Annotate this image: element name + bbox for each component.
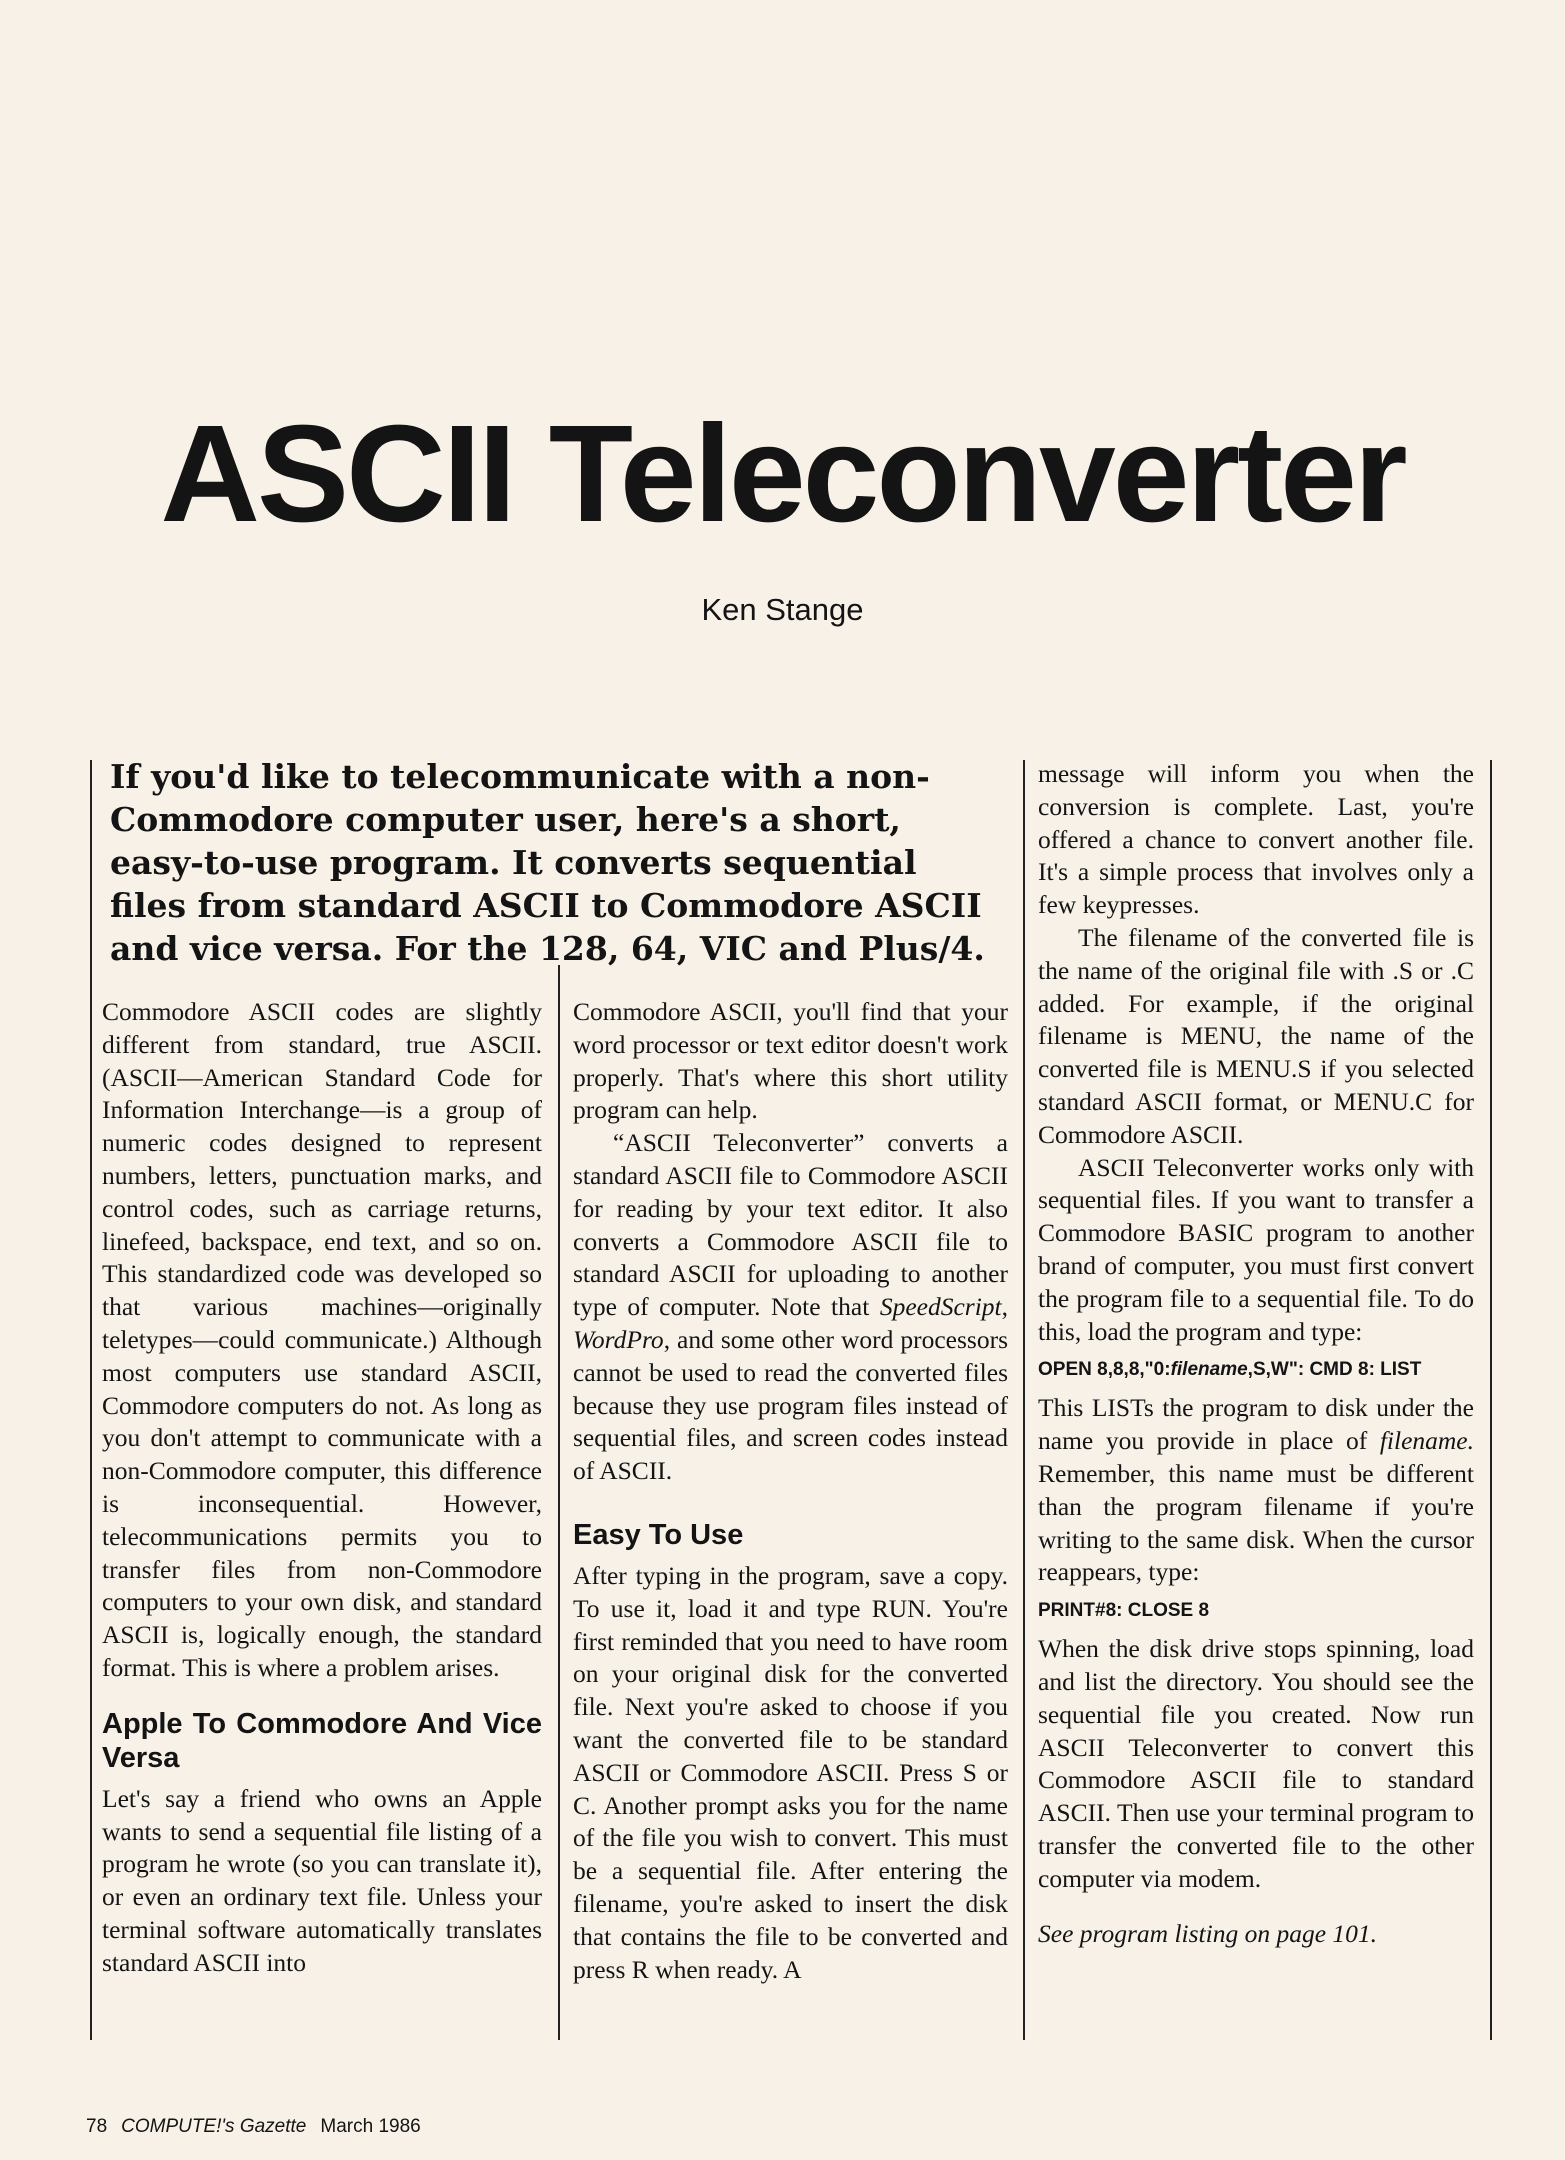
col3-p4-text-a: This LISTs the program to disk under the name you provide in place of — [1038, 1393, 1474, 1456]
column-2 — [573, 996, 1008, 1986]
col1-subheading: Apple To Commodore And Vice Versa — [102, 1707, 542, 1774]
column-rule-left — [90, 760, 92, 2040]
col1-paragraph-1: Commodore ASCII codes are slightly different from standard, true ASCII. (ASCII—American Standard Code for Information Interchange—is a group of numeric codes designed to represent numbers, letters, punctuation marks, and control codes, such as carriage returns, linefeed, backspace, end text, and so on. This standardized code was developed so that various machines—originally teletypes—could communicate.) Although most computers use standard ASCII, Commodore computers do not. As long as you don't attempt to communicate with a non-Commodore computer, this difference is inconsequential. However, telecommunications permits you to transfer files from non-Commodore computers to your own disk, and standard ASCII is, logically enough, the standard format. This is where a problem arises. — [102, 997, 542, 1682]
column-rule-right — [1490, 760, 1492, 2040]
page-number: 78 — [86, 2116, 108, 2137]
col3-paragraph-4 — [1038, 1392, 1474, 1589]
page-footer — [86, 2116, 421, 2138]
col2-subheading: Easy To Use — [573, 1518, 744, 1551]
col3-paragraph-3: ASCII Teleconverter works only with sequential files. If you want to transfer a Commodore BASIC program to another brand of computer, you must first convert the program file to a sequential file. To do this, load the program and type: — [1038, 1152, 1474, 1346]
wordpro-title: WordPro — [573, 1324, 664, 1354]
open-command — [1038, 1358, 1474, 1382]
article-title: ASCII Teleconverter — [160, 397, 1405, 551]
cmd1-text-b: ,S,W": CMD 8: LIST — [1247, 1359, 1422, 1381]
column-3 — [1038, 758, 1474, 1950]
col2-paragraph-2 — [573, 1127, 1008, 1488]
col2-p2-text-a: “ASCII Teleconverter” converts a standard ASCII file to Commodore ASCII for reading by your text editor. It also converts a Commodore ASCII file to standard ASCII for uploading to another type of computer. Note that — [573, 1128, 1008, 1322]
issue-date: March 1986 — [320, 2116, 421, 2137]
article-author: Ken Stange — [701, 592, 864, 627]
col2-p2-text-c: , and some other word processors cannot be used to read the converted files because they use program files instead of sequential files, and screen codes instead of ASCII. — [573, 1324, 1008, 1486]
col2-paragraph-3: After typing in the program, save a copy. To use it, load it and type RUN. You're first reminded that you need to have room on your original disk for the converted file. Next you're asked to choose if you want the converted file to be standard ASCII or Commodore ASCII. Press S or C. Another prompt asks you for the name of the file you wish to convert. This must be a sequential file. After entering the filename, you're asked to insert the disk that contains the file to be converted and press R when ready. A — [573, 1560, 1008, 1984]
col3-paragraph-1: message will inform you when the conversion is complete. Last, you're offered a chance to convert another file. It's a simple process that involves only a few keypresses. — [1038, 759, 1474, 920]
magazine-name: COMPUTE!'s Gazette — [121, 2116, 307, 2137]
article-deck: If you'd like to telecommunicate with a non-Commodore computer user, here's a short, easy-to-use program. It converts sequential files from standard ASCII to Commodore ASCII and vice versa. For the 128, 64, VIC and Plus/4. — [110, 757, 985, 968]
cmd1-filename: filename — [1170, 1359, 1248, 1381]
column-rule-2-3 — [1023, 760, 1025, 2040]
see-program-listing: See program listing on page 101. — [1038, 1918, 1378, 1948]
col3-p4-text-b: Remember, this name must be different than the program filename if you're writing to the same disk. When the cursor reappears, type: — [1038, 1458, 1474, 1587]
cmd1-text-a: OPEN 8,8,8,"0: — [1038, 1359, 1171, 1381]
column-1 — [102, 996, 542, 1980]
col1-paragraph-2: Let's say a friend who owns an Apple wants to send a sequential file listing of a program he wrote (so you can translate it), or even an ordinary text file. Unless your terminal software automatically translates standard ASCII into — [102, 1783, 542, 1977]
col2-p2-text-b: , — [1001, 1292, 1008, 1322]
print-close-command: PRINT#8: CLOSE 8 — [1038, 1600, 1210, 1622]
col3-paragraph-2: The filename of the converted file is the name of the original file with .S or .C added. For example, if the original filename is MENU, the name of the converted file is MENU.S if you selected standard ASCII format, or MENU.C for Commodore ASCII. — [1038, 922, 1474, 1149]
col2-paragraph-1: Commodore ASCII, you'll find that your word processor or text editor doesn't work properly. That's where this short utility program can help. — [573, 997, 1008, 1125]
col3-p4-filename: filename. — [1379, 1426, 1474, 1456]
column-rule-1-2 — [558, 965, 560, 2040]
speedscript-title: SpeedScript — [879, 1292, 1002, 1322]
col3-paragraph-5: When the disk drive stops spinning, load and list the directory. You should see the sequential file you created. Now run ASCII Teleconverter to convert this Commodore ASCII file to standard ASCII. Then use your terminal program to transfer the converted file to the other computer via modem. — [1038, 1634, 1474, 1893]
